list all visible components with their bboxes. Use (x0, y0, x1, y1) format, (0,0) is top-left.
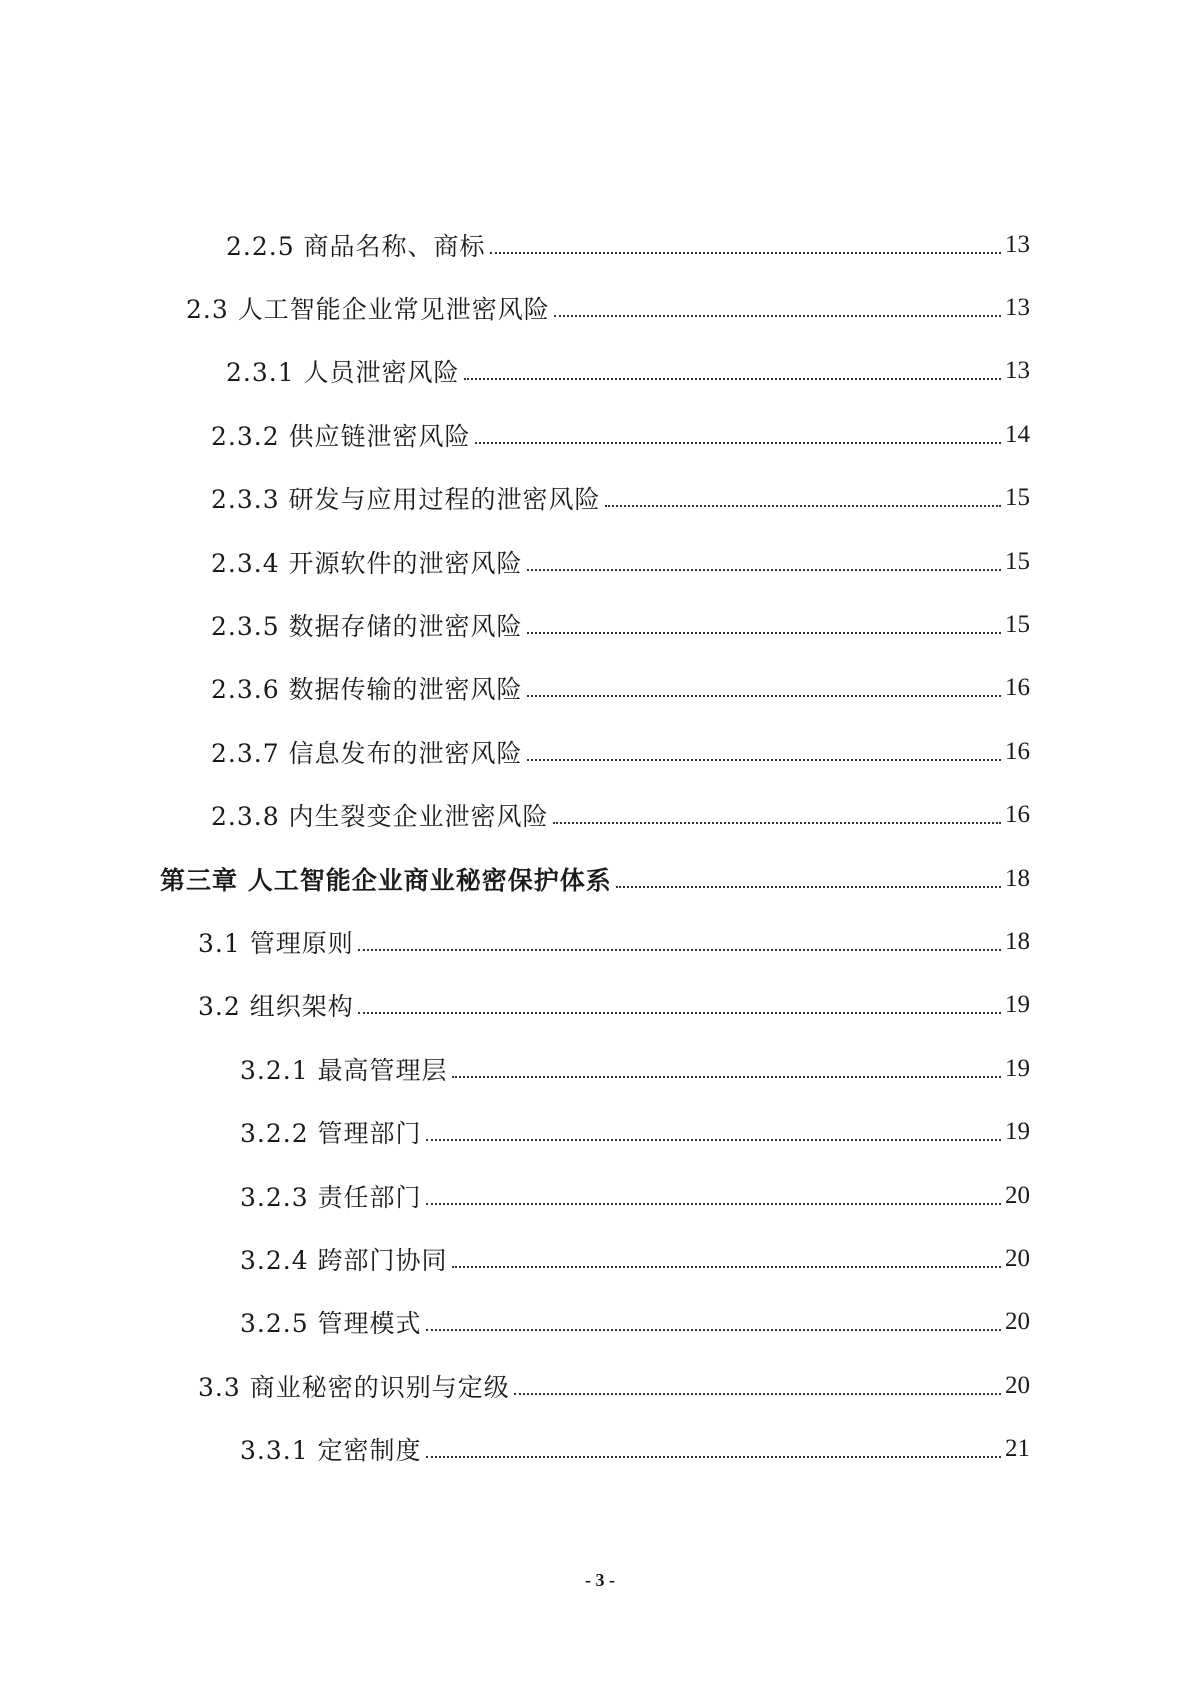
toc-entry[interactable] (0, 1291, 1200, 1354)
toc-dot-leader (452, 1266, 1001, 1268)
toc-entry-title: 3.2.3 责任部门 (240, 1182, 422, 1212)
toc-dot-leader (358, 949, 1001, 951)
toc-dot-leader (605, 505, 1001, 507)
toc-entry-page: 20 (1005, 1181, 1030, 1209)
toc-entry[interactable] (0, 1417, 1200, 1480)
toc-entry-page: 13 (1005, 294, 1030, 322)
toc-dot-leader (475, 442, 1001, 444)
toc-entry[interactable] (0, 340, 1200, 403)
toc-dot-leader (426, 1203, 1001, 1205)
toc-entry-page: 15 (1005, 547, 1030, 575)
toc-entry-title: 3.2.4 跨部门协同 (240, 1245, 448, 1275)
table-of-contents (0, 213, 1200, 1481)
toc-entry-page: 13 (1005, 230, 1030, 258)
toc-entry[interactable] (0, 910, 1200, 973)
toc-entry[interactable] (0, 467, 1200, 530)
toc-entry[interactable] (0, 1037, 1200, 1100)
toc-dot-leader (527, 632, 1001, 634)
toc-entry[interactable] (0, 1164, 1200, 1227)
toc-entry[interactable] (0, 530, 1200, 593)
toc-entry-page: 21 (1005, 1435, 1030, 1463)
toc-entry[interactable] (0, 1354, 1200, 1417)
toc-entry-title: 3.2.5 管理模式 (240, 1309, 422, 1339)
toc-entry-page: 15 (1005, 611, 1030, 639)
toc-dot-leader (527, 695, 1001, 697)
toc-entry-title: 2.3.3 研发与应用过程的泄密风险 (211, 485, 601, 515)
toc-entry-title: 2.3.5 数据存储的泄密风险 (211, 612, 523, 642)
toc-entry[interactable] (0, 403, 1200, 466)
toc-dot-leader (358, 1012, 1001, 1014)
toc-entry[interactable] (0, 720, 1200, 783)
toc-entry-page: 19 (1005, 991, 1030, 1019)
toc-entry[interactable] (0, 213, 1200, 276)
toc-entry-page: 19 (1005, 1054, 1030, 1082)
toc-entry-title: 2.3.1 人员泄密风险 (226, 358, 460, 388)
toc-dot-leader (616, 886, 1001, 888)
toc-entry-title: 2.3.7 信息发布的泄密风险 (211, 738, 523, 768)
toc-entry-title: 3.2.2 管理部门 (240, 1119, 422, 1149)
toc-dot-leader (426, 1329, 1001, 1331)
toc-entry-title: 3.2.1 最高管理层 (240, 1055, 448, 1085)
toc-entry-title: 3.3.1 定密制度 (240, 1436, 422, 1466)
toc-entry-title: 2.3 人工智能企业常见泄密风险 (186, 295, 550, 325)
toc-entry-page: 20 (1005, 1308, 1030, 1336)
toc-entry-page: 16 (1005, 737, 1030, 765)
toc-entry-title: 2.2.5 商品名称、商标 (226, 231, 486, 261)
toc-dot-leader (490, 252, 1001, 254)
toc-entry-title: 2.3.2 供应链泄密风险 (211, 421, 471, 451)
toc-entry-title: 3.1 管理原则 (198, 928, 354, 958)
toc-dot-leader (426, 1456, 1001, 1458)
toc-dot-leader (527, 569, 1001, 571)
toc-dot-leader (452, 1076, 1001, 1078)
toc-entry-page: 18 (1005, 864, 1030, 892)
toc-entry-page: 13 (1005, 357, 1030, 385)
toc-entry[interactable] (0, 276, 1200, 339)
toc-entry-page: 14 (1005, 420, 1030, 448)
toc-entry-page: 18 (1005, 927, 1030, 955)
toc-entry-title: 3.3 商业秘密的识别与定级 (198, 1372, 510, 1402)
toc-entry-page: 20 (1005, 1244, 1030, 1272)
toc-entry-page: 15 (1005, 484, 1030, 512)
toc-entry-page: 16 (1005, 674, 1030, 702)
toc-entry[interactable] (0, 974, 1200, 1037)
toc-chapter-title: 第三章 人工智能企业商业秘密保护体系 (160, 865, 612, 895)
toc-entry-title: 3.2 组织架构 (198, 992, 354, 1022)
toc-entry[interactable] (0, 657, 1200, 720)
toc-entry-title: 2.3.6 数据传输的泄密风险 (211, 675, 523, 705)
toc-dot-leader (554, 315, 1001, 317)
toc-dot-leader (514, 1393, 1001, 1395)
toc-entry-title: 2.3.4 开源软件的泄密风险 (211, 548, 523, 578)
toc-entry-page: 16 (1005, 801, 1030, 829)
toc-entry-page: 20 (1005, 1371, 1030, 1399)
page-number-footer: - 3 - (585, 1570, 615, 1590)
toc-entry[interactable] (0, 1227, 1200, 1290)
toc-chapter-entry[interactable] (0, 847, 1200, 910)
toc-entry-title: 2.3.8 内生裂变企业泄密风险 (211, 802, 549, 832)
toc-dot-leader (426, 1139, 1001, 1141)
toc-dot-leader (527, 759, 1001, 761)
toc-entry[interactable] (0, 1100, 1200, 1163)
toc-dot-leader (464, 378, 1001, 380)
toc-entry-page: 19 (1005, 1118, 1030, 1146)
toc-entry[interactable] (0, 593, 1200, 656)
toc-dot-leader (553, 822, 1001, 824)
toc-entry[interactable] (0, 784, 1200, 847)
